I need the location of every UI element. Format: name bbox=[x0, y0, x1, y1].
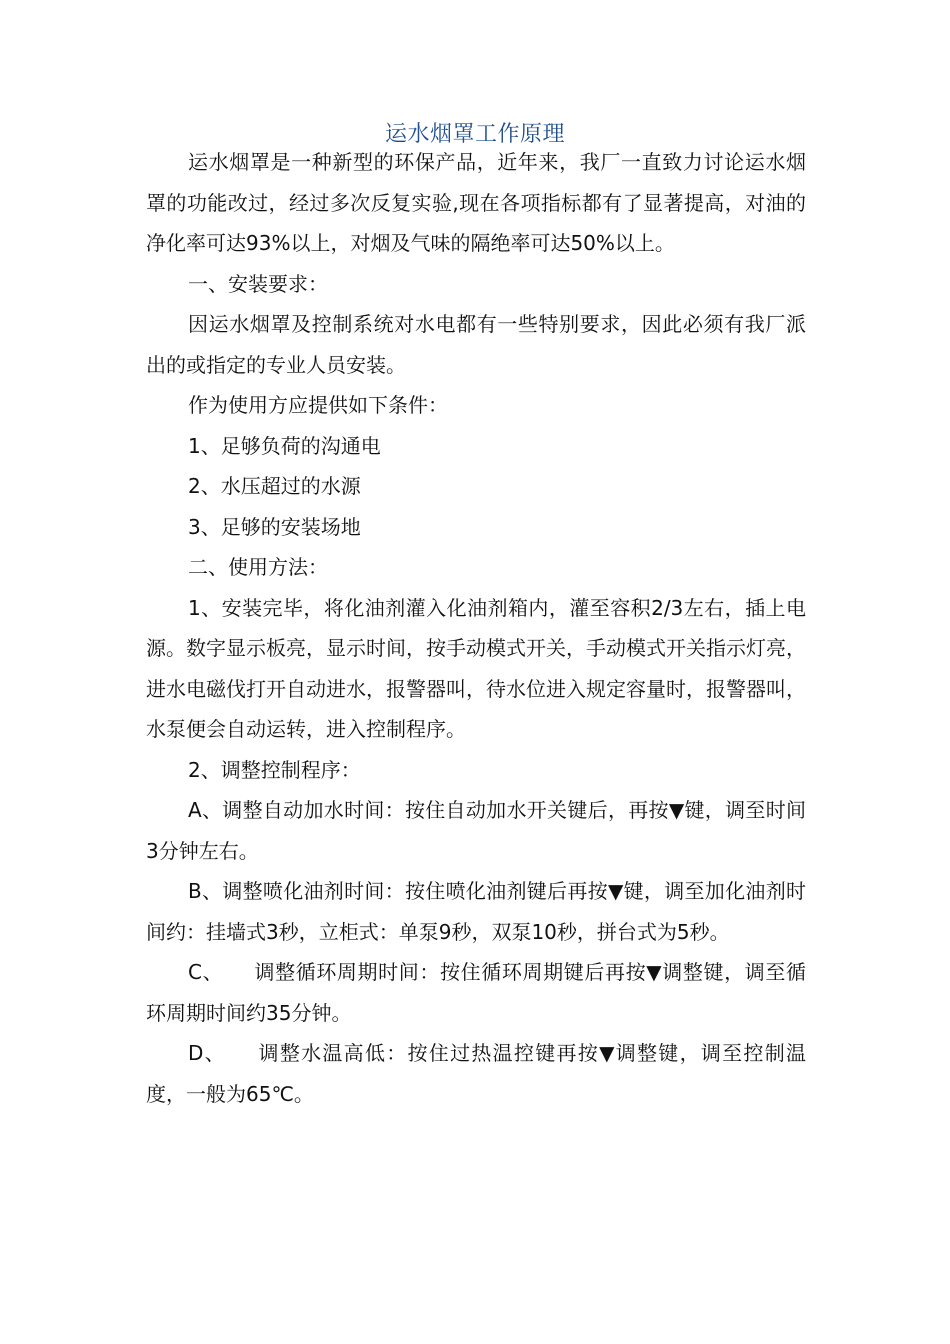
paragraph-usage-step-1: 1、安装完毕，将化油剂灌入化油剂箱内，灌至容积2/3左右，插上电源。数字显示板亮，显示时间，按手动模式开关，手动模式开关指示灯亮，进水电磁伐打开自动进水，报警器叫，待水位进入规定容量时，报警器叫，水泵便会自动运转，进入控制程序。 bbox=[146, 595, 806, 741]
paragraph-step-a: A、调整自动加水时间：按住自动加水开关键后，再按▼键，调至时间3分钟左右。 bbox=[146, 798, 806, 863]
heading-usage-method: 二、使用方法： bbox=[188, 555, 328, 579]
paragraph-step-c: C、 调整循环周期时间：按住循环周期键后再按▼调整键，调至循环周期时间约35分钟。 bbox=[146, 960, 806, 1025]
paragraph-step-d: D、 调整水温高低：按住过热温控键再按▼调整键，调至控制温度，一般为65℃。 bbox=[146, 1041, 806, 1106]
paragraph-step-b: B、调整喷化油剂时间：按住喷化油剂键后再按▼键，调至加化油剂时间约：挂墙式3秒，立柜式：单泵9秒，双泵10秒，拼台式为5秒。 bbox=[146, 879, 806, 944]
paragraph-conditions-intro: 作为使用方应提供如下条件： bbox=[188, 393, 448, 417]
paragraph-usage-step-2: 2、调整控制程序： bbox=[188, 757, 361, 782]
list-item-condition-1: 1、足够负荷的沟通电 bbox=[188, 433, 381, 458]
document-body bbox=[146, 142, 806, 1114]
list-item-condition-2: 2、水压超过的水源 bbox=[188, 474, 361, 498]
list-item-condition-3: 3、足够的安装场地 bbox=[188, 514, 361, 539]
document-title: 运水烟罩工作原理 bbox=[384, 122, 565, 147]
paragraph-installation-note: 因运水烟罩及控制系统对水电都有一些特别要求，因此必须有我厂派出的或指定的专业人员安装。 bbox=[146, 312, 806, 377]
heading-installation-requirements: 一、安装要求： bbox=[188, 271, 328, 296]
paragraph-intro: 运水烟罩是一种新型的环保产品，近年来，我厂一直致力讨论运水烟罩的功能改过，经过多次反复实验,现在各项指标都有了显著提高，对油的净化率可达93%以上，对烟及气味的隔绝率可达50%以上。 bbox=[146, 150, 806, 255]
